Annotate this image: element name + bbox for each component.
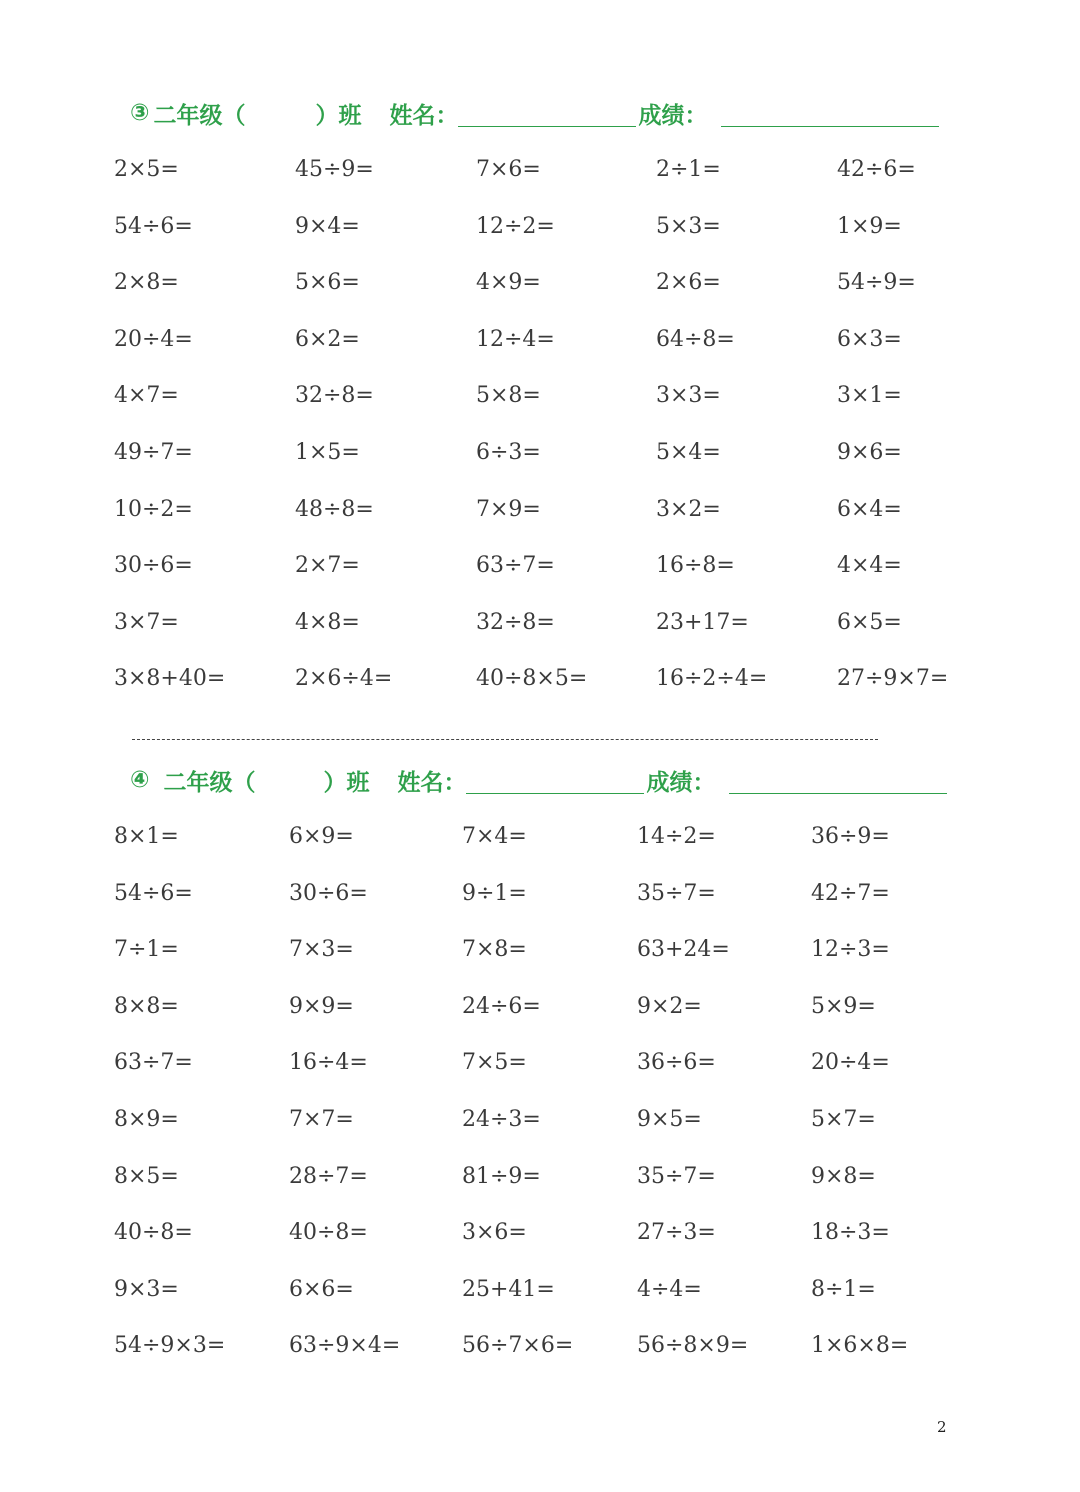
math-problem: 45÷9= (295, 157, 374, 182)
grade-label: 二年级（ (163, 769, 256, 796)
math-problem: 49÷7= (114, 440, 193, 465)
math-problem: 16÷4= (289, 1050, 368, 1076)
math-problem: 3×2= (656, 496, 721, 522)
math-problem: 4×7= (114, 383, 179, 409)
math-problem: 7×9= (476, 496, 541, 522)
math-problem: 42÷6= (837, 157, 916, 182)
math-problem: 3×6= (462, 1220, 527, 1246)
name-label: 姓名： (389, 102, 459, 129)
math-problem: 10÷2= (114, 496, 193, 522)
math-problem: 32÷8= (476, 609, 555, 635)
name-blank-line (458, 100, 636, 127)
math-problem: 56÷8×9= (637, 1333, 749, 1359)
section-number: ③ (130, 100, 150, 126)
math-problem: 14÷2= (637, 824, 716, 849)
math-problem: 63+24= (637, 937, 730, 963)
math-problem: 9×4= (295, 213, 360, 239)
math-problem: 35÷7= (637, 1163, 716, 1189)
math-problem: 35÷7= (637, 880, 716, 906)
math-problem: 18÷3= (811, 1220, 890, 1246)
math-problem: 12÷4= (476, 326, 555, 352)
worksheet-header-3 (130, 96, 939, 130)
math-problem: 27÷9×7= (837, 666, 949, 692)
math-problem: 3×7= (114, 609, 179, 635)
math-problem: 6×2= (295, 326, 360, 352)
math-problem: 4×4= (837, 553, 902, 579)
math-problem: 8×5= (114, 1163, 179, 1189)
score-blank-line (729, 767, 947, 794)
worksheet-header-4 (130, 763, 947, 797)
math-problem: 23+17= (656, 609, 749, 635)
math-problem: 9×5= (637, 1107, 702, 1132)
math-problem: 2×5= (114, 157, 179, 182)
math-problem: 54÷6= (114, 213, 193, 239)
math-problem: 56÷7×6= (462, 1333, 574, 1359)
class-label: ）班 (315, 102, 362, 129)
math-problem: 2×7= (295, 553, 360, 579)
math-problem: 8×8= (114, 993, 179, 1019)
math-problem: 36÷9= (811, 824, 890, 849)
math-problem: 40÷8×5= (476, 666, 588, 692)
math-problem: 8×1= (114, 824, 179, 849)
math-problem: 30÷6= (114, 553, 193, 579)
name-blank-line (466, 767, 644, 794)
math-problem: 7×3= (289, 937, 354, 963)
math-problem: 64÷8= (656, 326, 735, 352)
math-problem: 7×5= (462, 1050, 527, 1076)
math-problem: 6÷3= (476, 440, 541, 465)
math-problem: 5×6= (295, 270, 360, 296)
math-problem: 6×6= (289, 1276, 354, 1302)
math-problem: 24÷6= (462, 993, 541, 1019)
math-problem: 27÷3= (637, 1220, 716, 1246)
class-label: ）班 (323, 769, 370, 796)
math-problem: 9÷1= (462, 880, 527, 906)
math-problem: 1×6×8= (811, 1333, 909, 1359)
math-problem: 16÷2÷4= (656, 666, 768, 692)
math-problem: 3×3= (656, 383, 721, 409)
math-problem: 7×7= (289, 1107, 354, 1132)
math-problem: 32÷8= (295, 383, 374, 409)
math-problem: 30÷6= (289, 880, 368, 906)
math-problem: 16÷8= (656, 553, 735, 579)
math-problem: 54÷9= (837, 270, 916, 296)
math-problem: 12÷3= (811, 937, 890, 963)
math-problem: 6×4= (837, 496, 902, 522)
math-problem: 42÷7= (811, 880, 890, 906)
math-problem: 63÷9×4= (289, 1333, 401, 1359)
math-problem: 9×2= (637, 993, 702, 1019)
math-problem: 2÷1= (656, 157, 721, 182)
math-problem: 63÷7= (114, 1050, 193, 1076)
math-problem: 5×8= (476, 383, 541, 409)
math-problem: 4÷4= (637, 1276, 702, 1302)
math-problem: 9×6= (837, 440, 902, 465)
math-problem: 36÷6= (637, 1050, 716, 1076)
math-problem: 2×8= (114, 270, 179, 296)
math-problem: 25+41= (462, 1276, 555, 1302)
math-problem: 6×3= (837, 326, 902, 352)
math-problem: 7×4= (462, 824, 527, 849)
name-label: 姓名： (397, 769, 467, 796)
math-problem: 54÷6= (114, 880, 193, 906)
math-problem: 3×1= (837, 383, 902, 409)
math-problem: 40÷8= (114, 1220, 193, 1246)
page-number: 2 (937, 1418, 947, 1436)
math-problem: 1×5= (295, 440, 360, 465)
math-problem: 54÷9×3= (114, 1333, 226, 1359)
section-number: ④ (130, 767, 150, 793)
math-problem: 2×6÷4= (295, 666, 393, 692)
math-problem: 28÷7= (289, 1163, 368, 1189)
math-problem: 20÷4= (114, 326, 193, 352)
math-problem: 6×5= (837, 609, 902, 635)
section-divider (132, 739, 878, 740)
math-problem: 7×8= (462, 937, 527, 963)
math-problem: 6×9= (289, 824, 354, 849)
math-problem: 1×9= (837, 213, 902, 239)
math-problem: 4×8= (295, 609, 360, 635)
score-label: 成绩： (638, 102, 708, 129)
math-problem: 7÷1= (114, 937, 179, 963)
math-problem: 9×8= (811, 1163, 876, 1189)
math-problem: 81÷9= (462, 1163, 541, 1189)
math-problem: 40÷8= (289, 1220, 368, 1246)
math-problem: 5×3= (656, 213, 721, 239)
score-label: 成绩： (646, 769, 716, 796)
math-problem: 5×7= (811, 1107, 876, 1132)
math-problem: 63÷7= (476, 553, 555, 579)
math-problem: 5×4= (656, 440, 721, 465)
math-problem: 20÷4= (811, 1050, 890, 1076)
math-problem: 24÷3= (462, 1107, 541, 1132)
math-problem: 8×9= (114, 1107, 179, 1132)
math-problem: 4×9= (476, 270, 541, 296)
math-problem: 9×3= (114, 1276, 179, 1302)
math-problem: 2×6= (656, 270, 721, 296)
score-blank-line (721, 100, 939, 127)
math-problem: 12÷2= (476, 213, 555, 239)
math-problem: 7×6= (476, 157, 541, 182)
math-problem: 9×9= (289, 993, 354, 1019)
math-problem: 5×9= (811, 993, 876, 1019)
grade-label: 二年级（ (153, 102, 246, 129)
math-problem: 3×8+40= (114, 666, 226, 692)
math-problem: 8÷1= (811, 1276, 876, 1302)
math-problem: 48÷8= (295, 496, 374, 522)
